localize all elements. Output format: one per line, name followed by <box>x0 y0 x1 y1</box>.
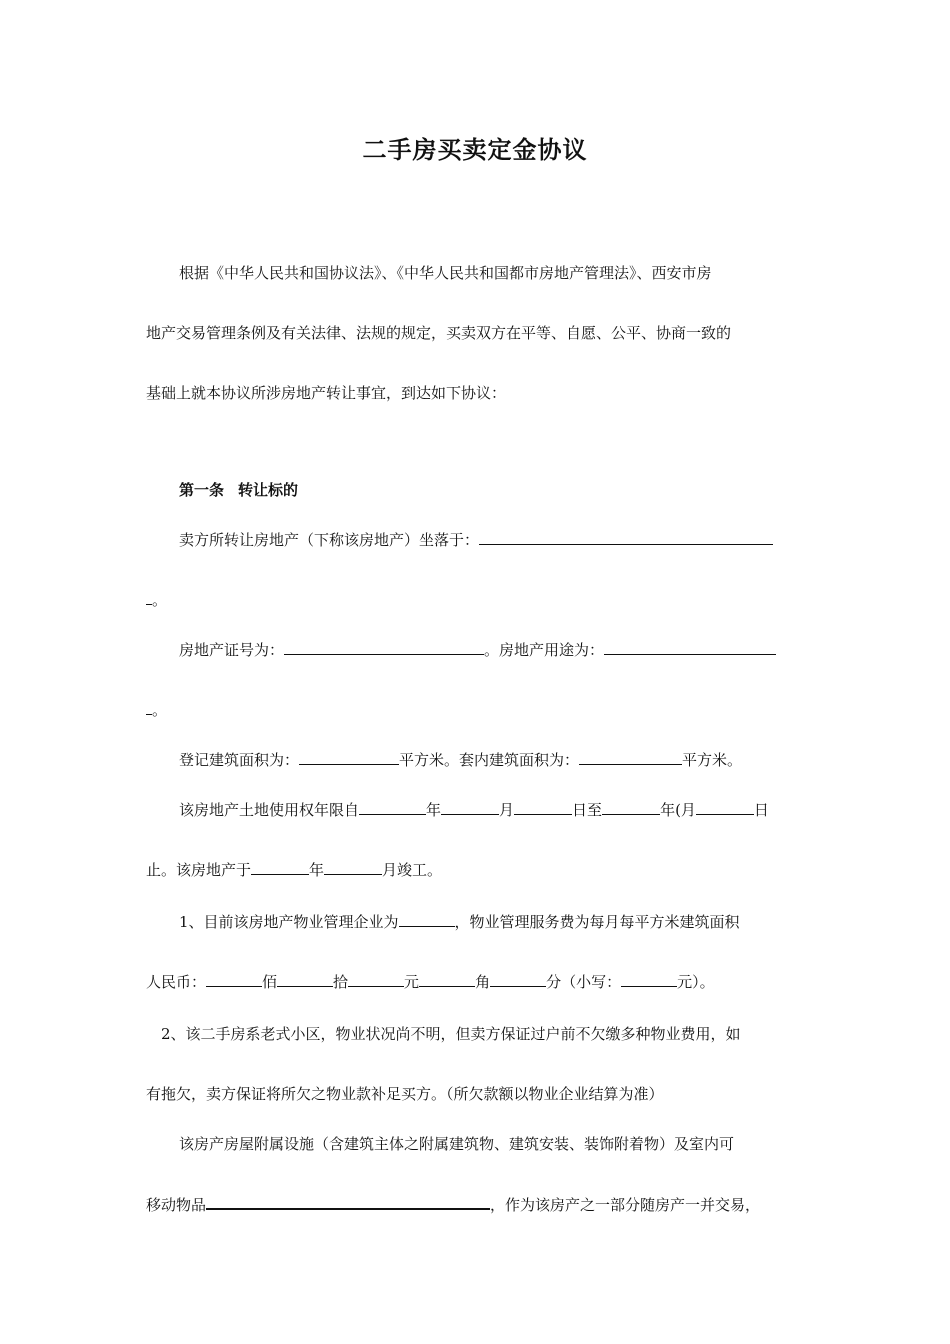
start-month-blank[interactable] <box>441 800 499 815</box>
intro-line-3: 基础上就本协议所涉房地产转让事宜，到达如下协议： <box>146 384 507 402</box>
mgmt-company-blank[interactable] <box>399 912 455 927</box>
property-mgmt-line-1: 1、目前该房地产物业管理企业为 ，物业管理服务费为每月每平方米建筑面积 <box>179 913 740 931</box>
location-blank[interactable] <box>479 530 773 545</box>
completion-label: 止。该房地产于 <box>146 861 252 879</box>
completion-line: 止。该房地产于 年 月竣工。 <box>146 861 443 879</box>
clause-2-line-2: 有拖欠，卖方保证将所欠之物业款补足买方。（所欠款额以物业企业结算为准） <box>146 1085 664 1103</box>
intro-line-2: 地产交易管理条例及有关法律、法规的规定，买卖双方在平等、自愿、公平、协商一致的 <box>146 324 732 342</box>
fee-shi-blank[interactable] <box>277 972 333 987</box>
fixtures-line-2: 移动物品 ，作为该房产之一部分随房产一并交易， <box>146 1196 761 1214</box>
location-label: 卖方所转让房地产（下称该房地产）坐落于： <box>179 531 480 549</box>
location-line-end: 。 <box>146 590 808 610</box>
completion-year-blank[interactable] <box>251 860 309 875</box>
fee-numeric-blank[interactable] <box>621 972 677 987</box>
completion-month-blank[interactable] <box>324 860 382 875</box>
fee-jiao-blank[interactable] <box>419 972 475 987</box>
certificate-label: 房地产证号为： <box>179 641 285 659</box>
usage-label: 。房地产用途为： <box>484 641 605 659</box>
fee-yuan-blank[interactable] <box>348 972 404 987</box>
article-title: 转让标的 <box>238 481 299 499</box>
intro-line-1: 根据《中华人民共和国协议法》、《中华人民共和国都市房地产管理法》、西安市房 <box>179 264 712 282</box>
end-month-blank[interactable] <box>696 800 754 815</box>
certificate-line <box>179 640 808 660</box>
start-year-blank[interactable] <box>359 800 426 815</box>
certificate-number-blank[interactable] <box>284 640 484 655</box>
fee-fen-blank[interactable] <box>490 972 546 987</box>
property-fee-line: 人民币： 佰 拾 元 角 分（小写： 元）。 <box>146 973 715 991</box>
fixtures-line-1: 该房产房屋附属设施（含建筑主体之附属建筑物、建筑安装、装饰附着物）及室内可 <box>179 1135 735 1153</box>
area-line: 登记建筑面积为： 平方米。套内建筑面积为： 平方米。 <box>179 751 743 769</box>
article-number: 第一条 <box>179 481 225 499</box>
area-label: 登记建筑面积为： <box>179 751 300 769</box>
end-year-blank[interactable] <box>602 800 660 815</box>
usage-blank[interactable] <box>604 640 776 655</box>
land-use-label: 该房地产土地使用权年限自 <box>179 801 360 819</box>
land-use-line: 该房地产土地使用权年限自 年 月 日至 年(月 日 <box>179 801 769 819</box>
inner-area-blank[interactable] <box>579 750 682 765</box>
start-day-blank[interactable] <box>514 800 572 815</box>
certificate-line-end: 。 <box>146 700 808 720</box>
location-line <box>179 530 808 550</box>
fee-bai-blank[interactable] <box>206 972 262 987</box>
document-title: 二手房买卖定金协议 <box>362 135 588 164</box>
clause-2-line-1: 2、该二手房系老式小区，物业状况尚不明，但卖方保证过户前不欠缴多种物业费用，如 <box>161 1025 741 1043</box>
article-1-heading <box>179 480 808 500</box>
movable-items-blank[interactable] <box>206 1194 490 1210</box>
registered-area-blank[interactable] <box>299 750 399 765</box>
